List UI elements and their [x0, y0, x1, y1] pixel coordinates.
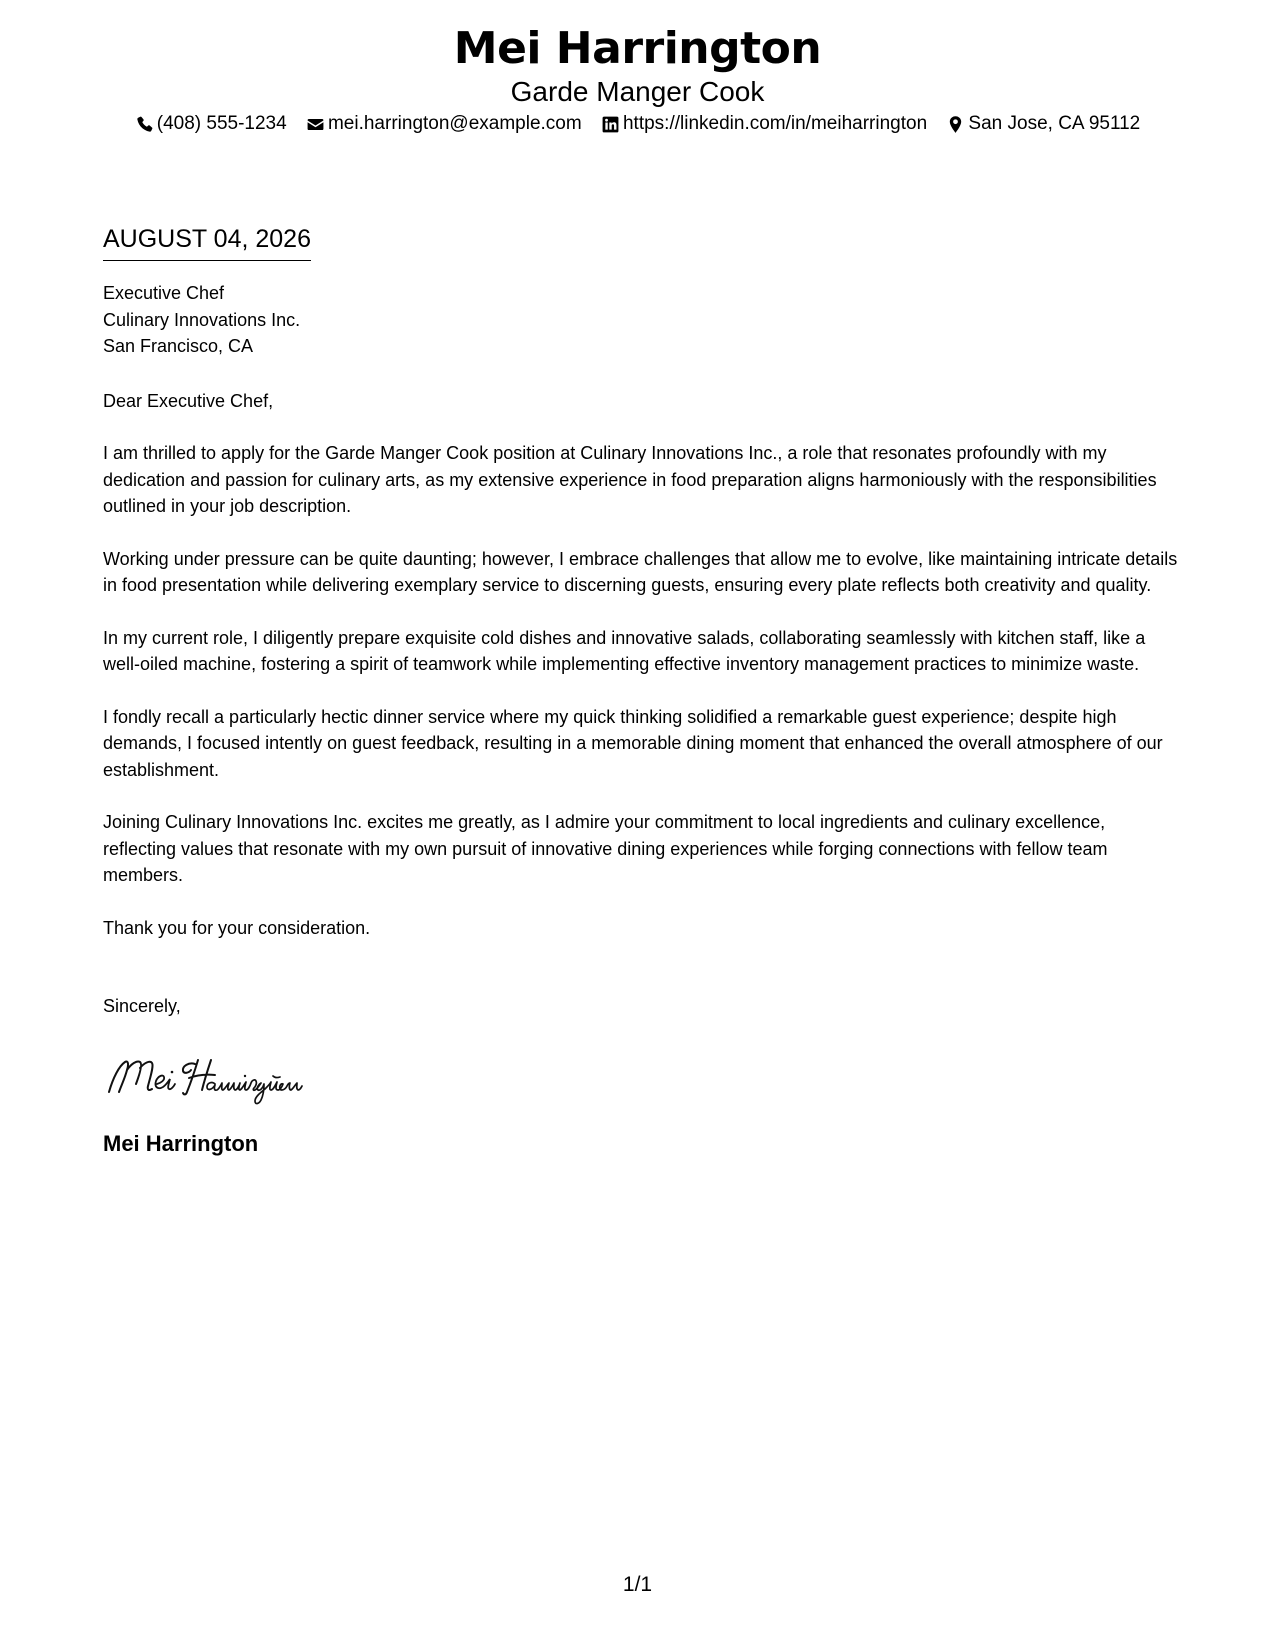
recipient-block — [103, 280, 1178, 360]
page-number: 1/1 — [622, 1573, 653, 1596]
body-paragraph: In my current role, I diligently prepare exquisite cold dishes and innovative salads, collaborating seamlessly with kitchen staff, like a well-oiled machine, fostering a spirit of teamwork while implementing effective inventory management practices to minimize waste. — [103, 627, 1146, 674]
recipient-line: Culinary Innovations Inc. — [103, 309, 301, 330]
handwritten-signature — [103, 1048, 363, 1108]
contact-phone — [135, 111, 287, 137]
contact-location — [946, 111, 1140, 137]
body-paragraph: Working under pressure can be quite daunting; however, I embrace challenges that allow me to evolve, like maintaining intricate details in food presentation while delivering exemplary service to discerning guests, ensuring every plate reflects both creativity and quality. — [103, 548, 1178, 595]
applicant-name: Mei Harrington — [453, 23, 822, 74]
contact-linkedin — [601, 111, 927, 137]
location-text: San Jose, CA 95112 — [968, 113, 1141, 134]
recipient-line: San Francisco, CA — [103, 336, 254, 356]
letter-date: AUGUST 04, 2026 — [103, 222, 311, 261]
letter-body — [103, 222, 1178, 1159]
recipient-line: Executive Chef — [103, 283, 225, 303]
body-paragraph: I fondly recall a particularly hectic dinner service where my quick thinking solidified a remarkable guest experience; despite high demands, I focused intently on guest feedback, resulting in a memorable dining moment that enhanced the overall atmosphere of our establishment. — [103, 706, 1163, 780]
contact-email — [306, 111, 582, 137]
applicant-title: Garde Manger Cook — [510, 76, 765, 107]
body-paragraph: Joining Culinary Innovations Inc. excites me greatly, as I admire your commitment to local ingredients and culinary excellence, reflecting values that resonate with my own pursuit of innovative dining experiences while forging connections with fellow team members. — [103, 812, 1108, 885]
envelope-icon — [306, 115, 325, 134]
thanks-line: Thank you for your consideration. — [103, 917, 371, 938]
phone-icon — [135, 115, 154, 134]
letter-header — [0, 22, 1275, 108]
email-text: mei.harrington@example.com — [327, 113, 582, 134]
phone-text: (408) 555-1234 — [156, 113, 287, 134]
signer-name: Mei Harrington — [103, 1131, 259, 1156]
body-paragraph: I am thrilled to apply for the Garde Manger Cook position at Culinary Innovations Inc., a role that resonates profoundly with my dedication and passion for culinary arts, as my extensive experience in food preparation aligns harmoniously with the responsibilities outlined in your job description. — [103, 443, 1157, 516]
contact-bar — [0, 111, 1275, 142]
map-marker-icon — [946, 115, 965, 134]
linkedin-text: https://linkedin.com/in/meiharrington — [622, 113, 928, 134]
signoff: Sincerely, — [103, 996, 181, 1016]
linkedin-icon — [601, 115, 620, 134]
greeting: Dear Executive Chef, — [103, 390, 274, 411]
